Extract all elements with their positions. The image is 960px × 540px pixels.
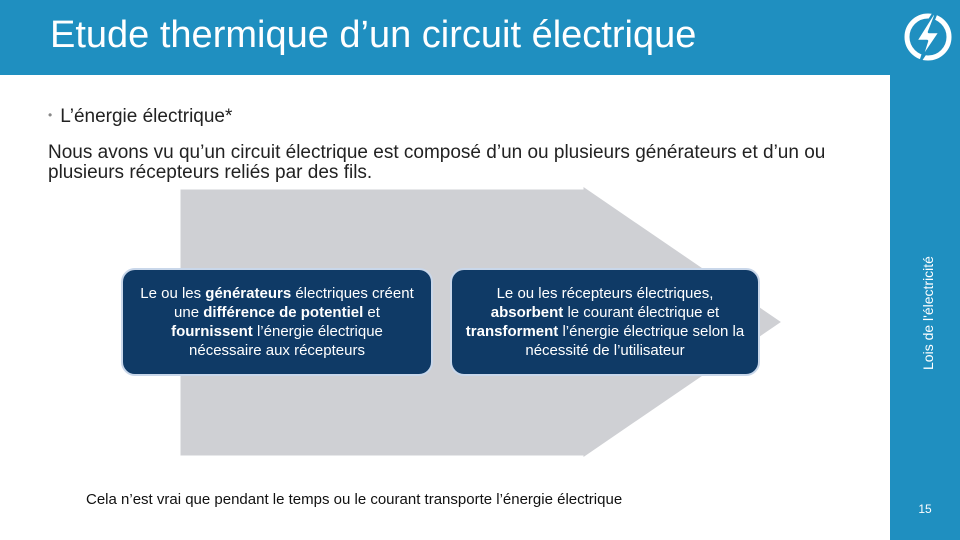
- page-number: 15: [918, 502, 932, 516]
- section-label-text: Lois de l'électricité: [920, 255, 936, 370]
- receivers-box: [450, 268, 760, 376]
- footnote: Cela n’est vrai que pendant le temps ou le courant transporte l’énergie électrique: [86, 491, 623, 508]
- bullet-text: L’énergie électrique*: [60, 106, 233, 127]
- receivers-text: Le ou les récepteurs électriques, absorbent le courant électrique et transforment l’énergie électrique selon la nécessité de l’utilisateur: [465, 285, 745, 359]
- intro-paragraph: Nous avons vu qu’un circuit électrique est composé d’un ou plusieurs générateurs et d’un ou plusieurs récepteurs reliés par des fils.: [48, 142, 826, 183]
- bullet-dot-icon: •: [48, 108, 53, 122]
- slide-title: Etude thermique d’un circuit électrique: [50, 14, 697, 56]
- generators-text: Le ou les générateurs électriques créent une différence de potentiel et fournissent l’énergie électrique nécessaire aux récepteurs: [140, 285, 414, 359]
- generators-box: [121, 268, 433, 376]
